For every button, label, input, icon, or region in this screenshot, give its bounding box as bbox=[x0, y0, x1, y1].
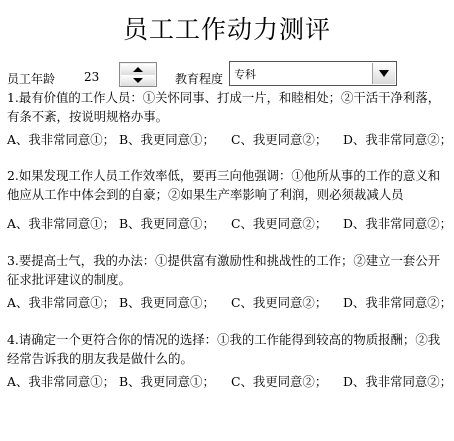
chevron-down-icon bbox=[379, 70, 389, 77]
q3-option-b[interactable]: B、我更同意①； bbox=[119, 295, 215, 310]
age-value: 23 bbox=[84, 70, 100, 84]
q2-option-c[interactable]: C、我更同意②； bbox=[231, 216, 328, 231]
employee-info-row bbox=[0, 58, 454, 90]
q1-option-d[interactable]: D、我非常同意②； bbox=[343, 132, 453, 147]
question-4 bbox=[7, 330, 449, 368]
question-3-options bbox=[7, 293, 454, 312]
question-2 bbox=[7, 166, 449, 206]
question-1 bbox=[7, 88, 449, 126]
q1-option-a[interactable]: A、我非常同意①； bbox=[7, 132, 116, 147]
education-label: 教育程度 bbox=[175, 72, 224, 86]
q3-option-d[interactable]: D、我非常同意②； bbox=[343, 295, 453, 310]
spin-down-button[interactable] bbox=[121, 75, 155, 86]
q3-option-a[interactable]: A、我非常同意①； bbox=[7, 295, 116, 310]
q4-option-c[interactable]: C、我更同意②； bbox=[231, 374, 328, 389]
page-title: 员工工作动力测评 bbox=[122, 15, 331, 44]
age-label: 员工年龄 bbox=[7, 72, 56, 86]
question-1-text: 1.最有价值的工作人员：①关怀同事、打成一片，和睦相处；②干活干净利落，有条不紊，按说明规格办事。 bbox=[7, 90, 441, 124]
question-2-text: 2.如果发现工作人员工作效率低，要再三向他强调：①他所从事的工作的意义和他应从工作中体会到的自豪；②如果生产率影响了利润，则必须裁减人员 bbox=[7, 168, 441, 202]
question-4-text: 4.请确定一个更符合你的情况的选择：①我的工作能得到较高的物质报酬；②我经常告诉我的朋友我是做什么的。 bbox=[7, 332, 441, 366]
triangle-down-icon bbox=[133, 78, 143, 83]
q2-option-b[interactable]: B、我更同意①； bbox=[119, 216, 215, 231]
question-3 bbox=[7, 251, 449, 289]
q4-option-b[interactable]: B、我更同意①； bbox=[119, 374, 215, 389]
triangle-up-icon bbox=[133, 67, 143, 72]
q1-option-b[interactable]: B、我更同意①； bbox=[119, 132, 215, 147]
question-3-text: 3.要提高士气，我的办法：①提供富有激励性和挑战性的工作；②建立一套公开征求批评建议的制度。 bbox=[7, 253, 441, 287]
question-1-options bbox=[7, 130, 454, 149]
q2-option-d[interactable]: D、我非常同意②； bbox=[343, 216, 453, 231]
dropdown-button[interactable] bbox=[372, 63, 395, 84]
age-spinner[interactable] bbox=[119, 62, 157, 87]
q3-option-c[interactable]: C、我更同意②； bbox=[231, 295, 328, 310]
q4-option-a[interactable]: A、我非常同意①； bbox=[7, 374, 116, 389]
education-selected-value: 专科 bbox=[234, 68, 256, 81]
education-dropdown[interactable] bbox=[229, 61, 397, 86]
question-2-options bbox=[7, 214, 454, 233]
q4-option-d[interactable]: D、我非常同意②； bbox=[343, 374, 453, 389]
q2-option-a[interactable]: A、我非常同意①； bbox=[7, 216, 116, 231]
question-4-options bbox=[7, 372, 454, 391]
q1-option-c[interactable]: C、我更同意②； bbox=[231, 132, 328, 147]
